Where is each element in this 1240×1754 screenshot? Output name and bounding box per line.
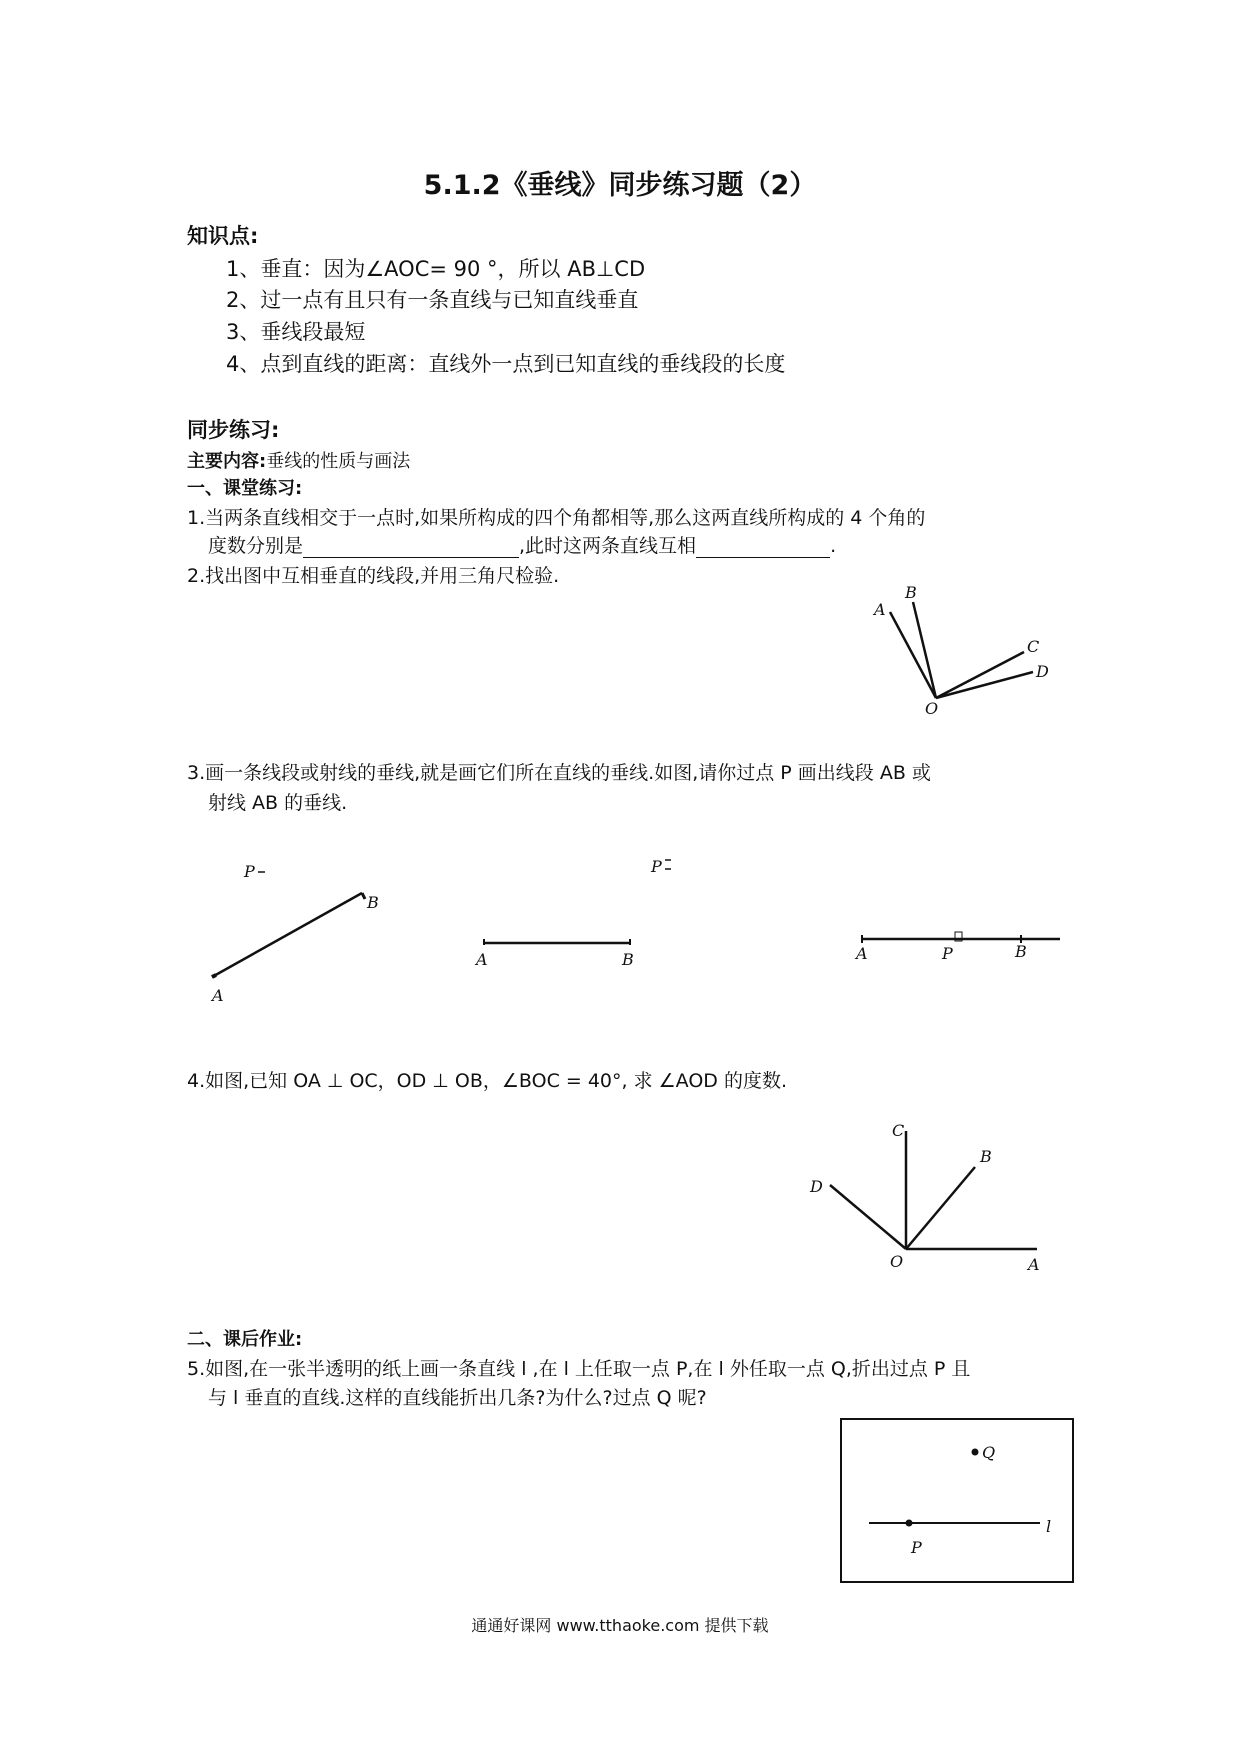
footer-credit: 通通好课网 www.tthaoke.com 提供下载 [471,1616,769,1635]
label-a: A [1028,1255,1040,1274]
label-p: P [911,1538,922,1557]
knowledge-heading: 知识点: [187,224,259,248]
main-content-text: 垂线的性质与画法 [266,451,411,472]
main-content-label: 主要内容: [187,451,267,472]
label-b: B [1015,942,1027,961]
label-l: l [1046,1517,1052,1536]
label-a: A [856,944,868,963]
label-p: P [244,862,255,881]
knowledge-item-1: 1、垂直：因为∠AOC= 90 °，所以 AB⊥CD [226,257,646,281]
question-1-line-1: 1.当两条直线相交于一点时,如果所构成的四个角都相等,那么这两直线所构成的 4 个角的 [187,507,926,529]
point-q [972,1449,979,1456]
label-p: P [651,857,662,876]
question-1-text-c: . [830,535,837,557]
paper-frame [841,1419,1073,1582]
question-3-line-1: 3.画一条线段或射线的垂线,就是画它们所在直线的垂线.如图,请你过点 P 画出线段 AB 或 [187,762,931,784]
question-5-line-1: 5.如图,在一张半透明的纸上画一条直线 l ,在 l 上任取一点 P,在 l 外任取一点 Q,折出过点 P 且 [187,1358,971,1380]
question-5-line-2: 与 l 垂直的直线.这样的直线能折出几条?为什么?过点 Q 呢? [208,1387,707,1409]
label-o: O [925,699,939,718]
knowledge-item-2: 2、过一点有且只有一条直线与已知直线垂直 [226,288,639,312]
page-title: 5.1.2《垂线》同步练习题（2） [423,170,817,201]
label-b: B [622,950,634,969]
label-c: C [892,1121,905,1140]
knowledge-item-4: 4、点到直线的距离：直线外一点到已知直线的垂线段的长度 [226,352,786,376]
practice-heading: 同步练习: [187,418,280,442]
section-1-heading: 一、课堂练习: [187,478,303,499]
label-a: A [476,950,488,969]
point-p [906,1520,913,1527]
section-2-heading: 二、课后作业: [187,1329,303,1350]
label-b: B [905,583,917,602]
label-c: C [1027,637,1040,656]
label-d: D [810,1177,823,1196]
label-a: A [874,600,886,619]
label-d: D [1036,662,1049,681]
label-b: B [980,1147,992,1166]
question-4: 4.如图,已知 OA ⊥ OC，OD ⊥ OB，∠BOC = 40°, 求 ∠AOD 的度数. [187,1070,787,1092]
question-3-line-2: 射线 AB 的垂线. [208,792,348,814]
label-o: O [890,1252,904,1271]
label-q: Q [982,1443,996,1462]
question-1-text-b: ,此时这两条直线互相 [519,535,697,557]
question-1-text-a: 度数分别是 [208,535,304,557]
label-p: P [942,944,953,963]
label-a: A [212,986,224,1005]
question-2: 2.找出图中互相垂直的线段,并用三角尺检验. [187,565,560,587]
knowledge-item-3: 3、垂线段最短 [226,320,366,344]
label-b: B [367,893,379,912]
